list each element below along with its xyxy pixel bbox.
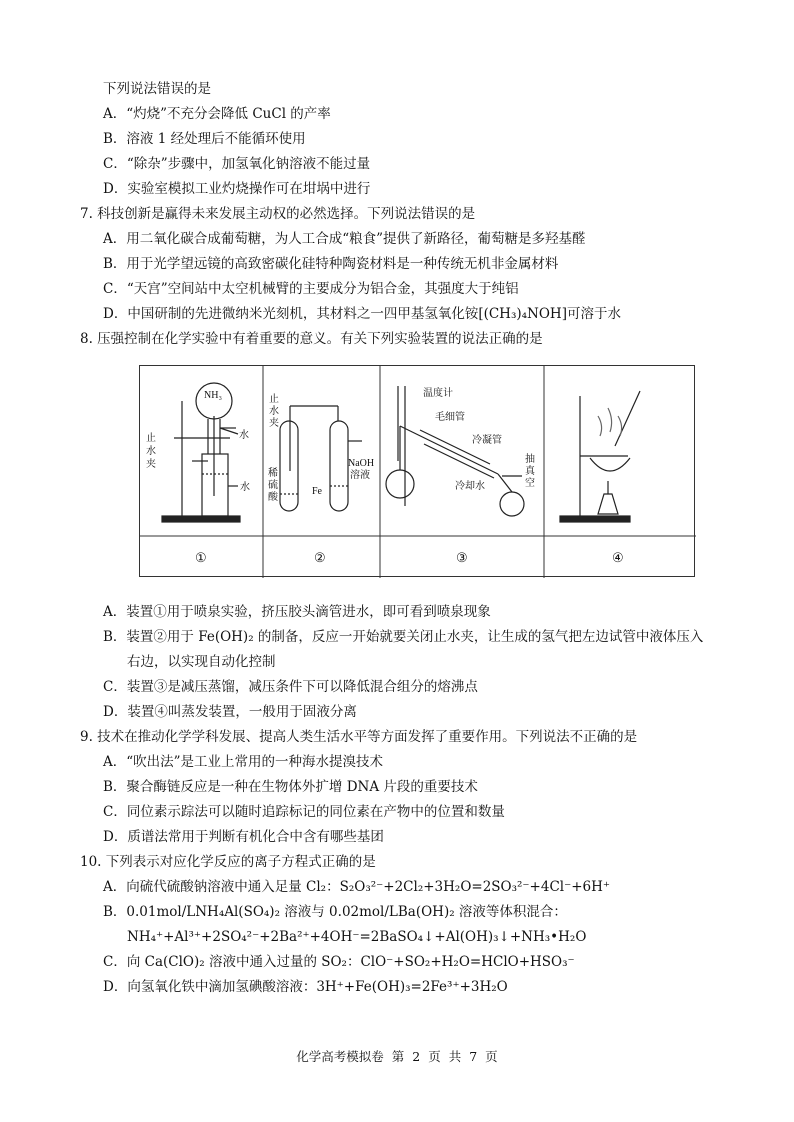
label-clamp2-c: 夹 (269, 418, 279, 429)
label-water-2: 水 (240, 482, 250, 493)
footer-ye-2: 页 (485, 1049, 498, 1064)
label-naoh-solution: 溶液 (350, 470, 370, 481)
label-clamp1-b: 水 (146, 446, 156, 457)
label-clamp1-a: 止 (146, 433, 156, 444)
q6-option-b: B．溶液 1 经处理后不能循环使用 (103, 131, 306, 147)
label-condenser: 冷凝管 (472, 435, 502, 446)
label-nh3: NH₃ (204, 390, 222, 401)
apparatus-drawing (140, 366, 696, 578)
q8-stem: 8. 压强控制在化学实验中有着重要的意义。有关下列实验装置的说法正确的是 (80, 331, 543, 347)
label-clamp1-c: 夹 (146, 459, 156, 470)
q9-option-b: B．聚合酶链反应是一种在生物体外扩增 DNA 片段的重要技术 (103, 779, 478, 795)
footer-title: 化学高考模拟卷 (296, 1049, 384, 1064)
q7-option-b: B．用于光学望远镜的高致密碳化硅特种陶瓷材料是一种传统无机非金属材料 (103, 256, 559, 272)
q9-stem: 9. 技术在推动化学学科发展、提高人类生活水平等方面发挥了重要作用。下列说法不正确的是 (80, 729, 638, 745)
q7-option-c: C．“天宫”空间站中太空机械臂的主要成分为铝合金，其强度大于纯铝 (103, 281, 519, 297)
label-acid-c: 酸 (268, 492, 278, 503)
fountain-apparatus (162, 383, 240, 522)
question-intro: 下列说法错误的是 (103, 81, 211, 97)
footer-page-number: 2 (412, 1049, 421, 1064)
q7-option-d: D．中国研制的先进微纳米光刻机，其材料之一四甲基氢氧化铵[(CH₃)₄NOH]可溶于水 (103, 306, 621, 322)
figure-number-1: ① (195, 550, 207, 565)
figure-number-3: ③ (456, 550, 468, 565)
label-clamp2-a: 止 (269, 394, 279, 405)
footer-di: 第 (391, 1049, 405, 1064)
q10-stem: 10. 下列表示对应化学反应的离子方程式正确的是 (80, 854, 376, 870)
q8-option-d: D．装置④叫蒸发装置，一般用于固液分离 (103, 704, 357, 720)
evaporation-apparatus (560, 391, 640, 522)
figure-number-4: ④ (612, 550, 624, 565)
label-acid-b: 硫 (268, 480, 278, 491)
page-footer (0, 1047, 794, 1065)
q6-option-c: C．“除杂”步骤中，加氢氧化钠溶液不能过量 (103, 156, 371, 172)
q9-option-c: C．同位素示踪法可以随时追踪标记的同位素在产物中的位置和数量 (103, 804, 505, 820)
label-water-1: 水 (239, 430, 249, 441)
q8-option-a: A．装置①用于喷泉实验，挤压胶头滴管进水，即可看到喷泉现象 (103, 604, 491, 620)
footer-total-pages: 7 (469, 1049, 478, 1064)
q6-option-d: D．实验室模拟工业灼烧操作可在坩埚中进行 (103, 181, 371, 197)
q7-option-a: A．用二氧化碳合成葡萄糖，为人工合成“粮食”提供了新路径，葡萄糖是多羟基醛 (103, 231, 586, 247)
label-cooling-water: 冷却水 (455, 481, 485, 492)
q9-option-d: D．质谱法常用于判断有机化合中含有哪些基团 (103, 829, 384, 845)
label-acid-a: 稀 (268, 468, 278, 479)
q10-option-a: A．向硫代硫酸钠溶液中通入足量 Cl₂：S₂O₃²⁻+2Cl₂+3H₂O=2SO₃²⁻+4Cl⁻+6H⁺ (103, 879, 611, 895)
q8-option-b-cont: 右边，以实现自动化控制 (127, 654, 276, 670)
label-clamp2-b: 水 (269, 406, 279, 417)
q6-option-a: A．“灼烧”不充分会降低 CuCl 的产率 (103, 106, 331, 122)
q7-stem: 7. 科技创新是赢得未来发展主动权的必然选择。下列说法错误的是 (80, 206, 476, 222)
apparatus-figure (139, 365, 695, 577)
q10-option-b: B．0.01mol/LNH₄Al(SO₄)₂ 溶液与 0.02mol/LBa(OH)₂ 溶液等体积混合： (103, 904, 567, 920)
label-vacuum-c: 空 (525, 478, 535, 489)
label-fe: Fe (312, 486, 322, 497)
label-vacuum-a: 抽 (525, 454, 535, 465)
q10-option-c: C．向 Ca(ClO)₂ 溶液中通入过量的 SO₂：ClO⁻+SO₂+H₂O=HClO+HSO₃⁻ (103, 954, 575, 970)
q10-option-d: D．向氢氧化铁中滴加氢碘酸溶液：3H⁺+Fe(OH)₃=2Fe³⁺+3H₂O (103, 979, 508, 995)
q8-option-b: B．装置②用于 Fe(OH)₂ 的制备，反应一开始就要关闭止水夹，让生成的氢气把左边试管中液体压入 (103, 629, 704, 645)
q8-option-c: C．装置③是减压蒸馏，减压条件下可以降低混合组分的熔沸点 (103, 679, 478, 695)
vacuum-distillation-apparatus (386, 386, 524, 516)
label-naoh: NaOH (348, 458, 375, 469)
figure-number-2: ② (314, 550, 326, 565)
label-vacuum-b: 真 (525, 466, 535, 477)
label-thermometer: 温度计 (423, 388, 453, 399)
footer-gong: 共 (448, 1049, 462, 1064)
q9-option-a: A．“吹出法”是工业上常用的一种海水提溴技术 (103, 754, 384, 770)
footer-ye: 页 (428, 1049, 441, 1064)
label-capillary: 毛细管 (435, 412, 465, 423)
q10-option-b-equation: NH₄⁺+Al³⁺+2SO₄²⁻+2Ba²⁺+4OH⁻=2BaSO₄↓+Al(OH)₃↓+NH₃•H₂O (127, 929, 587, 945)
